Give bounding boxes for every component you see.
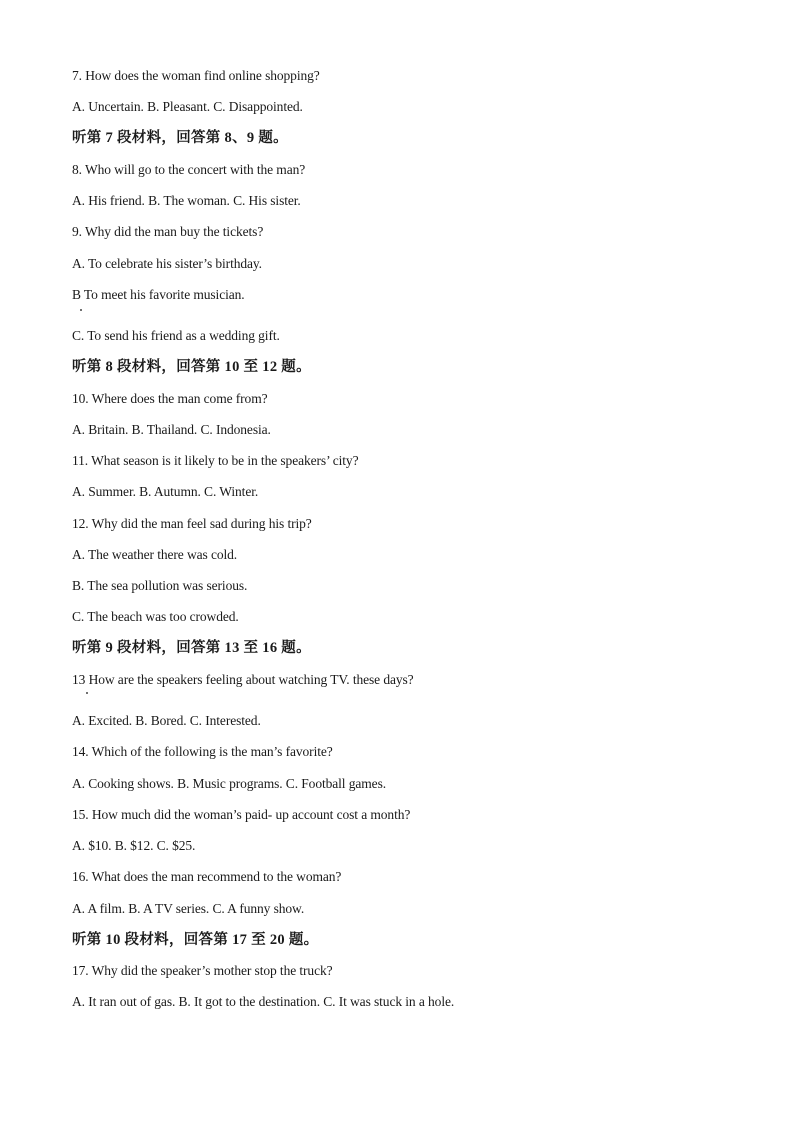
options-8: A. His friend. B. The woman. C. His sister.: [72, 193, 301, 208]
question-12: 12. Why did the man feel sad during his trip?: [72, 516, 312, 531]
options-13: A. Excited. B. Bored. C. Interested.: [72, 713, 261, 728]
section-heading-7: 听第 7 段材料，回答第 8、9 题。: [72, 130, 288, 146]
options-17: A. It ran out of gas. B. It got to the destination. C. It was stuck in a hole.: [72, 994, 455, 1009]
options-11: A. Summer. B. Autumn. C. Winter.: [72, 484, 259, 499]
question-8: 8. Who will go to the concert with the man?: [72, 162, 306, 177]
question-15: 15. How much did the woman’s paid- up account cost a month?: [72, 807, 411, 822]
question-11: 11. What season is it likely to be in the speakers’ city?: [72, 453, 359, 468]
section-heading-9: 听第 9 段材料，回答第 13 至 16 题。: [72, 640, 311, 656]
option-9-b: B To meet his favorite musician.: [72, 287, 245, 302]
question-9: 9. Why did the man buy the tickets?: [72, 224, 264, 239]
section-heading-8: 听第 8 段材料，回答第 10 至 12 题。: [72, 359, 311, 375]
option-12-c: C. The beach was too crowded.: [72, 609, 239, 624]
question-13: 13 How are the speakers feeling about watching TV. these days?: [72, 672, 414, 687]
question-17: 17. Why did the speaker’s mother stop the truck?: [72, 963, 333, 978]
stray-dot-mark: [86, 692, 88, 694]
option-9-a: A. To celebrate his sister’s birthday.: [72, 256, 262, 271]
question-10: 10. Where does the man come from?: [72, 391, 268, 406]
option-12-a: A. The weather there was cold.: [72, 547, 238, 562]
option-9-c: C. To send his friend as a wedding gift.: [72, 328, 280, 343]
stray-dot-mark: [80, 309, 82, 311]
options-15: A. $10. B. $12. C. $25.: [72, 838, 196, 853]
options-14: A. Cooking shows. B. Music programs. C. Football games.: [72, 776, 386, 791]
options-16: A. A film. B. A TV series. C. A funny show.: [72, 901, 305, 916]
options-7: A. Uncertain. B. Pleasant. C. Disappointed.: [72, 99, 303, 114]
option-12-b: B. The sea pollution was serious.: [72, 578, 248, 593]
question-7: 7. How does the woman find online shopping?: [72, 68, 320, 83]
options-10: A. Britain. B. Thailand. C. Indonesia.: [72, 422, 271, 437]
question-14: 14. Which of the following is the man’s favorite?: [72, 744, 333, 759]
section-heading-10: 听第 10 段材料，回答第 17 至 20 题。: [72, 932, 319, 948]
question-16: 16. What does the man recommend to the woman?: [72, 869, 342, 884]
